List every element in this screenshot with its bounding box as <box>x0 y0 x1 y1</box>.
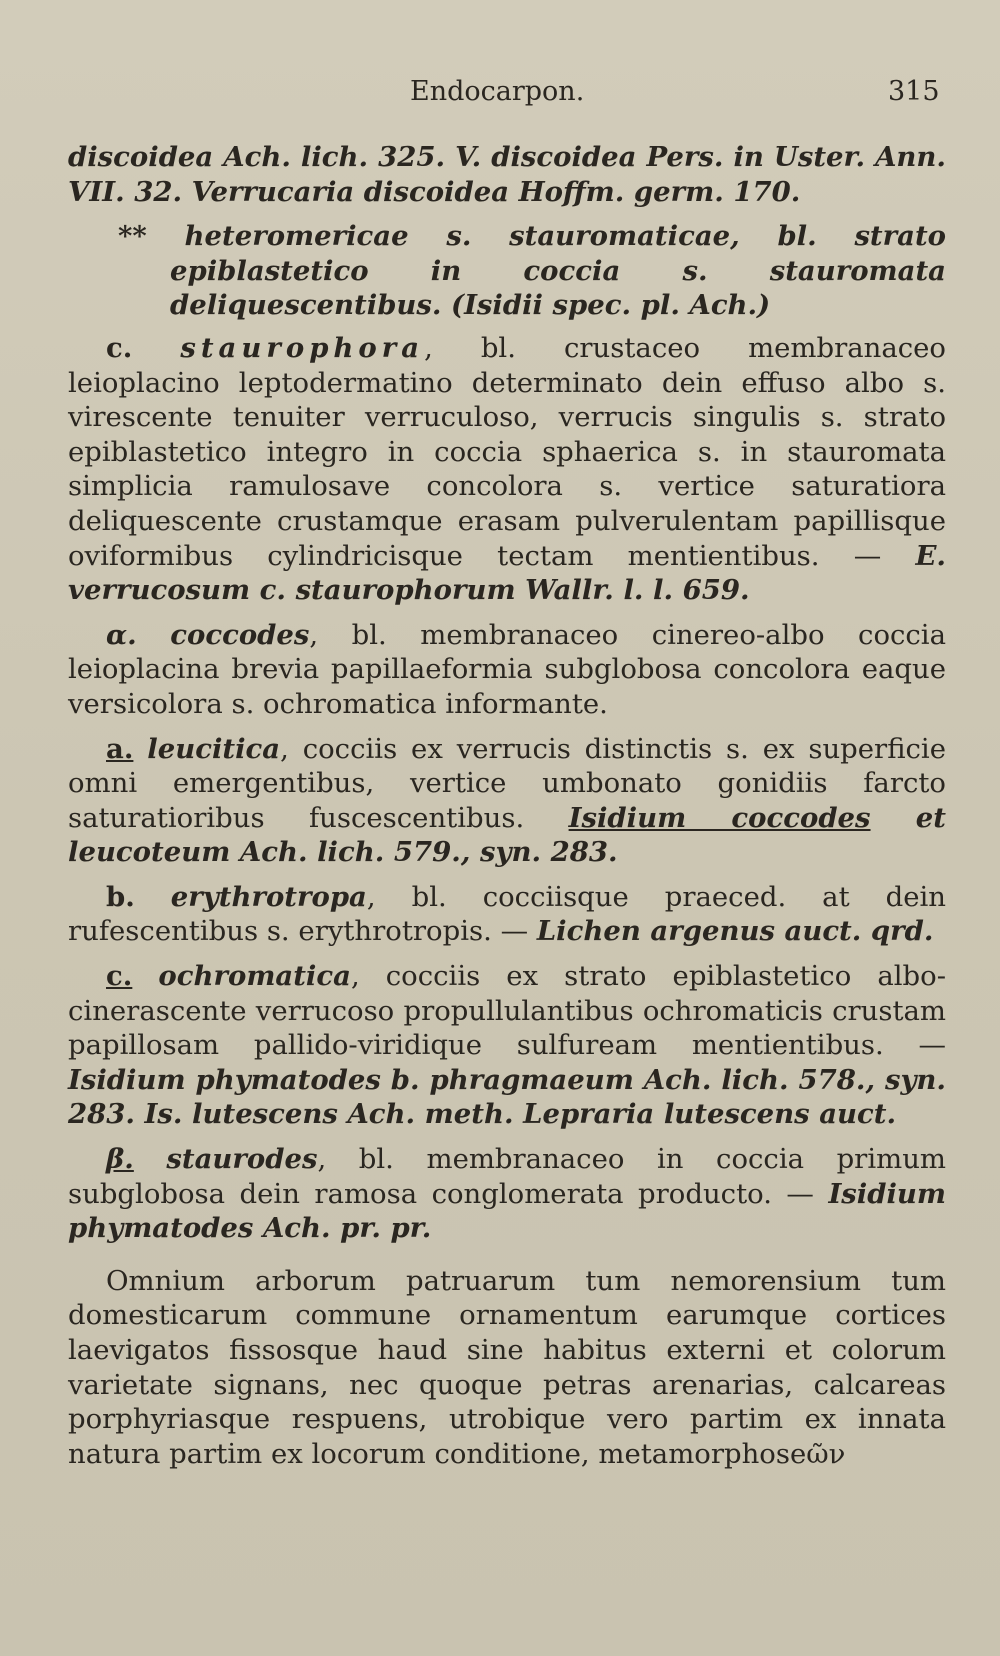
paragraph-3: c. staurophora, bl. crustaceo membranaceo leioplacino leptodermatino determinato dein effuso albo s. virescente tenuiter verruculoso, verrucis singulis s. strato epiblastetico integro in coccia sphaerica s. in stauromata simplicia ramulosave concolora s. vertice saturatiora deliquescente crustamque erasam pulverulentam papillisque oviformibus cylindricisque tectam mentientibus. — E. verrucosum c. staurophorum Wallr. l. l. 659. <box>68 331 947 607</box>
running-title: Endocarpon. <box>410 76 585 107</box>
paragraph-9: Omnium arborum patruarum tum nemorensium tum domesticarum commune ornamentum earumque cortices laevigatos fissosque haud sine habitus externi et colorum varietate signans, nec quoque petras arenarias, calcareas porphyriasque respuens, utrobique vero partim ex innata natura partim ex locorum conditione, metamorphoseῶν <box>68 1264 946 1470</box>
page-body <box>68 140 946 1481</box>
reference: Lichen argenus auct. qrd. <box>536 915 934 948</box>
reference: E. verrucosum c. staurophorum Wallr. l. l. 659. <box>68 539 947 607</box>
variety-name: staurophora <box>180 331 425 364</box>
paragraph-1: discoidea Ach. lich. 325. V. discoidea Pers. in Uster. Ann. VII. 32. Verrucaria discoidea Hoffm. germ. 170. <box>68 141 946 208</box>
variety-name: staurodes <box>166 1143 318 1176</box>
paragraph-6: b. erythrotropa, bl. cocciisque praeced. at dein rufescentibus s. erythrotropis. — Lichen argenus auct. qrd. <box>68 880 946 948</box>
variety-name: ochromatica <box>158 960 351 993</box>
reference: Isidium phymatodes b. phragmaeum Ach. lich. 578., syn. 283. Is. lutescens Ach. meth. Lepraria lutescens auct. <box>68 1063 946 1131</box>
paragraph-4: α. coccodes, bl. membranaceo cinereo-albo coccia leioplacina brevia papillaeformia subglobosa concolora eaque versicolora s. ochromatica informante. <box>68 618 946 720</box>
paragraph-2: ** heteromericae s. stauromaticae, bl. strato epiblastetico in coccia s. stauromata deliquescentibus. (Isidii spec. pl. Ach.) <box>118 220 946 322</box>
page-number: 315 <box>888 76 940 107</box>
running-header <box>0 72 1000 112</box>
variety-name: erythrotropa <box>170 880 367 913</box>
reference-underlined: Isidium coccodes <box>568 801 871 834</box>
paragraph-7: c. ochromatica, cocciis ex strato epiblastetico albo-cinerascente verrucoso propullulantibus ochromaticis crustam papillosam pallido-viridique sulfuream mentientibus. — Isidium phymatodes b. phragmaeum Ach. lich. 578., syn. 283. Is. lutescens Ach. meth. Lepraria lutescens auct. <box>68 960 946 1131</box>
variety-name: coccodes <box>170 618 310 651</box>
paragraph-8: β. staurodes, bl. membranaceo in coccia primum subglobosa dein ramosa conglomerata producto. — Isidium phymatodes Ach. pr. pr. <box>68 1143 946 1245</box>
variety-name: leucitica <box>147 732 281 765</box>
paragraph-5: a. leucitica, cocciis ex verrucis distinctis s. ex superficie omni emergentibus, vertice umbonato gonidiis farcto saturatioribus fuscescentibus. Isidium coccodes et leucoteum Ach. lich. 579., syn. 283. <box>68 732 947 869</box>
reference: Isidium phymatodes Ach. pr. pr. <box>68 1177 946 1245</box>
variety-marker: c. <box>106 331 133 364</box>
